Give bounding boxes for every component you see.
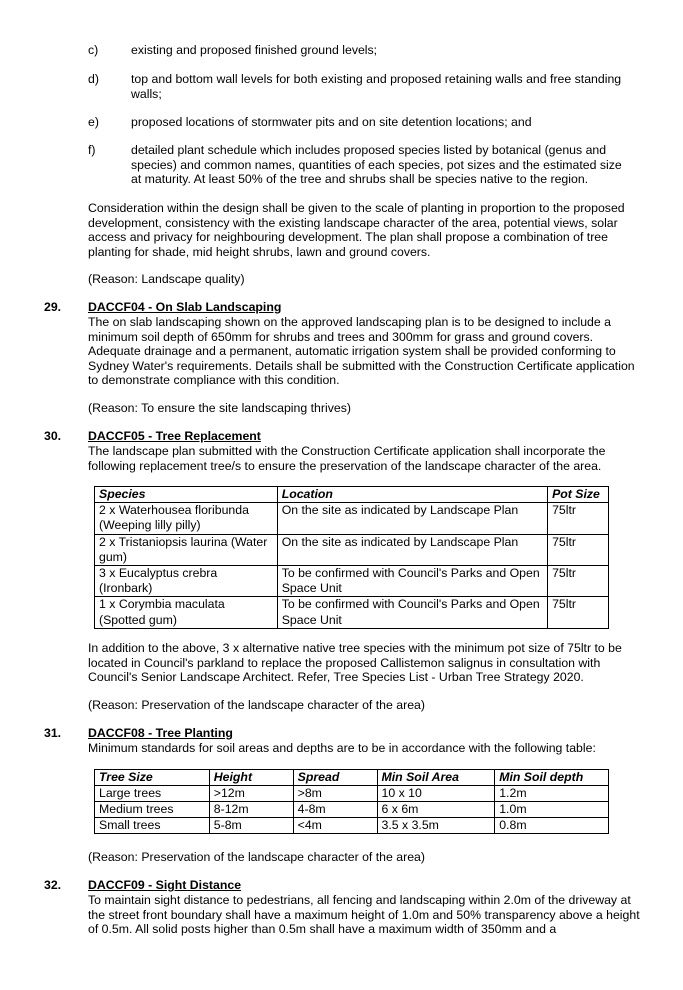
table-cell: Large trees [95,786,210,802]
condition-body: To maintain sight distance to pedestrians, all fencing and landscaping within 2.0m of the driveway at the street front boundary shall have a maximum height of 1.0m and 50% transparency above a height of 0.5m. All solid posts higher than 0.5m shall have a maximum width of 350mm and a [88,893,640,937]
condition-number: 31. [44,726,62,740]
table-row [95,786,609,802]
table-cell: 1.0m [495,802,609,818]
condition-number: 32. [44,878,62,892]
condition-reason: (Reason: To ensure the site landscaping thrives) [88,401,351,415]
condition-reason: (Reason: Preservation of the landscape character of the area) [88,850,425,864]
condition-number: 30. [44,429,62,443]
list-item-text: detailed plant schedule which includes proposed species listed by botanical (genus and species) and common names, quantities of each species, pot sizes and the estimated size at maturity. At least 50% of the tree and shrubs shall be species native to the region. [131,143,622,187]
list-label: f) [88,143,96,157]
table-cell: 2 x Waterhousea floribunda (Weeping lilly pilly) [95,503,278,534]
condition-body: Minimum standards for soil areas and depths are to be in accordance with the following table: [88,741,596,755]
table-cell: 75ltr [548,534,609,565]
list-item-text: top and bottom wall levels for both existing and proposed retaining walls and free standing walls; [131,72,622,101]
table-row [95,566,609,597]
table-header-cell: Min Soil Area [377,770,495,786]
condition-heading: DACCF09 - Sight Distance [88,878,242,892]
table-header-cell: Location [277,487,547,503]
table-cell: 3 x Eucalyptus crebra (Ironbark) [95,566,278,597]
condition-number: 29. [44,300,62,314]
condition-body: The landscape plan submitted with the Construction Certificate application shall incorporate the following replacement tree/s to ensure the preservation of the landscape character of the area. [88,444,606,473]
table-cell: 6 x 6m [377,802,495,818]
table-cell: 10 x 10 [377,786,495,802]
table-cell: To be confirmed with Council's Parks and Open Space Unit [277,566,547,597]
table-cell: Small trees [95,818,210,834]
table-cell: 75ltr [548,566,609,597]
table-cell: 5-8m [209,818,293,834]
table-cell: On the site as indicated by Landscape Plan [277,503,547,534]
table-header-cell: Min Soil depth [495,770,609,786]
intro-paragraph: Consideration within the design shall be given to the scale of planting in proportion to the proposed development, consistency with the existing landscape character of the area, potential views, solar access and privacy for neighbouring development. The plan shall propose a combination of tree planting for shade, mid height shrubs, lawn and ground covers. [88,201,625,259]
table-cell: 75ltr [548,503,609,534]
table-cell: To be confirmed with Council's Parks and Open Space Unit [277,597,547,628]
table-header-row [95,487,609,503]
table-cell: 0.8m [495,818,609,834]
table-header-cell: Tree Size [95,770,210,786]
soil-standards-table [94,769,609,834]
table-row [95,818,609,834]
table-cell: >12m [209,786,293,802]
condition-heading: DACCF04 - On Slab Landscaping [88,300,282,314]
table-row [95,534,609,565]
table-header-cell: Species [95,487,278,503]
table-cell: <4m [293,818,377,834]
table-header-cell: Spread [293,770,377,786]
table-cell: >8m [293,786,377,802]
table-cell: 1.2m [495,786,609,802]
table-row [95,503,609,534]
table-cell: 75ltr [548,597,609,628]
table-cell: 8-12m [209,802,293,818]
condition-reason: (Reason: Preservation of the landscape character of the area) [88,698,425,712]
list-item-text: proposed locations of stormwater pits and on site detention locations; and [131,115,532,129]
table-cell: 2 x Tristaniopsis laurina (Water gum) [95,534,278,565]
list-item-text: existing and proposed finished ground levels; [131,43,378,57]
intro-reason: (Reason: Landscape quality) [88,272,245,286]
table-row [95,597,609,628]
table-cell: On the site as indicated by Landscape Plan [277,534,547,565]
table-header-cell: Height [209,770,293,786]
table-row [95,802,609,818]
table-header-row [95,770,609,786]
table-header-cell: Pot Size [548,487,609,503]
condition-heading: DACCF08 - Tree Planting [88,726,233,740]
list-label: c) [88,43,99,57]
table-cell: 1 x Corymbia maculata (Spotted gum) [95,597,278,628]
condition-heading: DACCF05 - Tree Replacement [88,429,261,443]
replacement-tree-table [94,486,609,629]
condition-body: The on slab landscaping shown on the approved landscaping plan is to be designed to include a minimum soil depth of 650mm for shrubs and trees and 300mm for grass and ground covers. Adequate drainage and a permanent, automatic irrigation system shall be provided conforming to Sydney Water's requirements. Details shall be submitted with the Construction Certificate application to demonstrate compliance with this condition. [88,315,635,388]
list-label: e) [88,115,99,129]
table-cell: 4-8m [293,802,377,818]
table-cell: 3.5 x 3.5m [377,818,495,834]
condition-paragraph: In addition to the above, 3 x alternative native tree species with the minimum pot size of 75ltr to be located in Council's parkland to replace the proposed Callistemon salignus in consultation with Council's Senior Landscape Architect. Refer, Tree Species List - Urban Tree Strategy 2020. [88,641,622,685]
table-cell: Medium trees [95,802,210,818]
list-label: d) [88,72,99,86]
